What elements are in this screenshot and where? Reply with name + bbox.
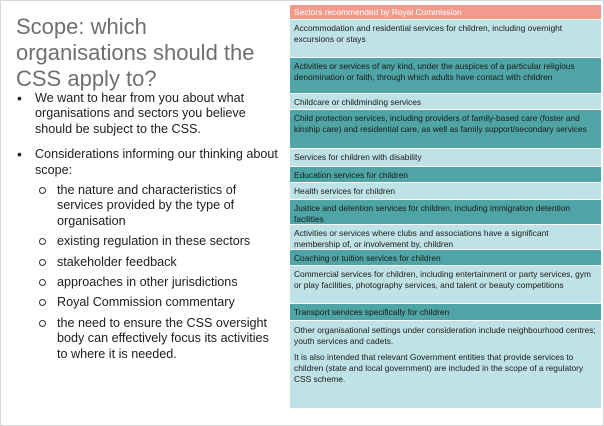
sub-bullet-item [35, 316, 279, 362]
bullet-dot-icon: • [17, 90, 22, 106]
note-paragraph: Other organisational settings under consideration include neighbourhood centres; youth services and cadets. [294, 325, 596, 346]
sub-bullet-text: existing regulation in these sectors [57, 234, 251, 249]
sub-bullet-item [35, 234, 279, 249]
sub-bullet-text: stakeholder feedback [57, 254, 177, 269]
bullet-dot-icon: • [17, 146, 22, 163]
sector-row: Education services for children [290, 167, 601, 183]
bullet-text: We want to hear from you about what organisations and sectors you believe should be subject to the CSS. [35, 91, 246, 136]
sector-row: Transport services specifically for children [290, 304, 601, 321]
sub-bullet-item [35, 183, 279, 229]
sub-bullet-item [35, 255, 279, 270]
sub-bullet-text: the nature and characteristics of services provided by the type of organisation [57, 183, 237, 228]
sector-row: Child protection services, including providers of family-based care (foster and kinship care) and residential care, as well as family support/secondary services [290, 110, 601, 149]
bullet-item [17, 147, 279, 362]
sub-bullet-item [35, 275, 279, 290]
sectors-table [290, 5, 601, 409]
sector-row: Accommodation and residential services for children, including overnight excursions or stays [290, 20, 601, 58]
sector-row: Childcare or childminding services [290, 94, 601, 110]
bullet-text: Considerations informing our thinking about scope: [35, 147, 278, 177]
slide-title: Scope: which organisations should the CSS apply to? [16, 14, 255, 91]
sub-bullet-text: approaches in other jurisdictions [57, 275, 238, 290]
other-settings-note [290, 321, 601, 409]
sector-row: Activities or services of any kind, under the auspices of a particular religious denomination or faith, through which adults have contact with children [290, 58, 601, 94]
circle-bullet-icon [39, 259, 46, 266]
circle-bullet-icon [39, 238, 46, 245]
sector-row: Justice and detention services for children, including immigration detention facilities [290, 200, 601, 225]
sub-bullet-text: Royal Commission commentary [57, 295, 235, 310]
note-paragraph: It is also intended that relevant Government entities that provide services to children (state and local government) are included in the scope of a regulatory CSS scheme. [294, 352, 584, 384]
circle-bullet-icon [39, 299, 46, 306]
sector-row: Commercial services for children, including entertainment or party services, gym or play facilities, photography services, and talent or beauty competitions [290, 266, 601, 304]
circle-bullet-icon [39, 187, 46, 194]
bullet-list [17, 91, 279, 362]
circle-bullet-icon [39, 279, 46, 286]
sub-bullet-list [35, 183, 279, 362]
sub-bullet-item [35, 295, 279, 310]
sectors-table-header: Sectors recommended by Royal Commission [290, 5, 601, 20]
sector-row: Coaching or tuition services for children [290, 250, 601, 266]
bullet-item [17, 91, 279, 137]
sector-row: Health services for children [290, 183, 601, 200]
sector-row: Services for children with disability [290, 149, 601, 167]
circle-bullet-icon [39, 320, 46, 327]
sub-bullet-text: the need to ensure the CSS oversight body can effectively focus its activities to where it is needed. [57, 315, 269, 361]
sector-row: Activities or services where clubs and associations have a significant membership of, or involvement by, children [290, 225, 601, 250]
